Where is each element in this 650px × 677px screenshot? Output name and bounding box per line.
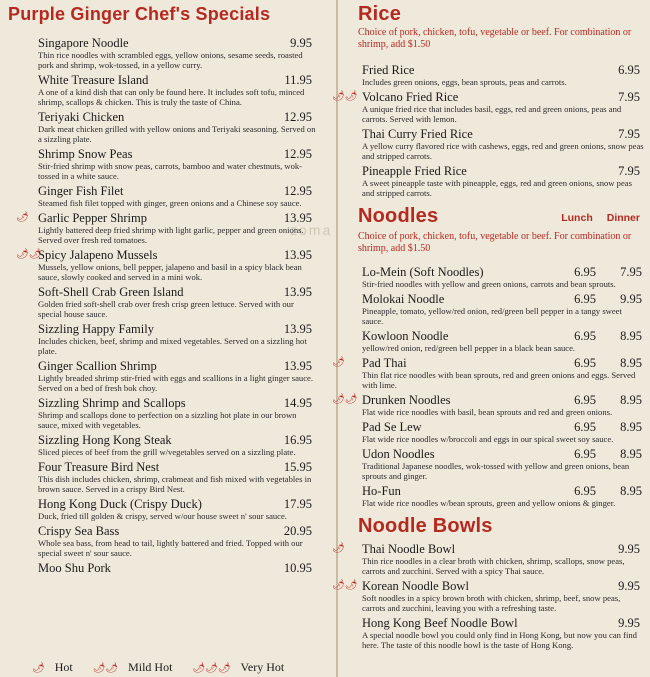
- item-price: 12.95: [283, 184, 312, 198]
- item-price: 6.95: [618, 63, 640, 77]
- lunch-price: 6.95: [574, 356, 596, 370]
- item-description: Sliced pieces of beef from the grill w/vegetables served on a sizzling plate.: [38, 447, 296, 457]
- menu-item: [358, 420, 644, 444]
- menu-item: [358, 265, 644, 289]
- item-price: 9.95: [618, 542, 640, 556]
- noodle-bowls-title: Noodle Bowls: [358, 515, 493, 537]
- lunch-price: 6.95: [574, 265, 596, 279]
- item-price: 12.95: [283, 110, 312, 124]
- menu-item: [6, 524, 316, 558]
- menu-item: [332, 579, 644, 613]
- chili-icon: 🌶🌶: [332, 394, 358, 405]
- lunch-dinner-header: [547, 212, 640, 224]
- item-description: This dish includes chicken, shrimp, crabmeat and fish mixed with vegetables in brown sauce. Served in a crispy Bird Nest.: [38, 474, 312, 494]
- item-description: Includes chicken, beef, shrimp and mixed vegetables. Served on a sizzling hot plate.: [38, 336, 307, 356]
- lunch-price: 6.95: [574, 329, 596, 343]
- menu-item: [6, 147, 316, 181]
- menu-item: [332, 542, 644, 576]
- item-description: Flat wide rice noodles w/bean sprouts, green and yellow onions & ginger.: [362, 498, 616, 508]
- menu-item: [6, 184, 316, 208]
- spice-legend: [32, 660, 304, 675]
- item-name: Volcano Fried Rice: [362, 90, 459, 104]
- item-price: 10.95: [283, 561, 312, 575]
- noodles-note: Choice of pork, chicken, tofu, vegetable or beef. For combination or shrimp, add $1.50: [358, 231, 632, 254]
- item-name: Ginger Scallion Shrimp: [38, 359, 157, 373]
- lunch-price: 6.95: [574, 393, 596, 407]
- noodles-header: [358, 204, 644, 230]
- menu-item: [358, 329, 644, 353]
- item-description: Thin rice noodles in a clear broth with chicken, shrimp, scallops, snow peas, carrots and zucchini. Served with a spicy Thai sauce.: [362, 556, 625, 576]
- menu-item: [358, 292, 644, 326]
- lunch-price: 6.95: [574, 484, 596, 498]
- item-price: 9.95: [290, 36, 312, 50]
- item-name: Thai Curry Fried Rice: [362, 127, 473, 141]
- dinner-price: 8.95: [620, 484, 642, 498]
- item-description: Pineapple, tomato, yellow/red onion, red/green bell pepper in a tangy sweet sauce.: [362, 306, 622, 326]
- item-name: Sizzling Hong Kong Steak: [38, 433, 172, 447]
- chili-icon: 🌶🌶: [92, 663, 119, 674]
- menu-item: [358, 164, 644, 198]
- menu-item: [6, 359, 316, 393]
- item-price: 20.95: [283, 524, 312, 538]
- item-description: Duck, fried till golden & crispy, served w/our house sweet n' sour sauce.: [38, 511, 287, 521]
- item-description: A yellow curry flavored rice with cashews, eggs, red and green onions, snow peas and stripped carrots.: [362, 141, 644, 161]
- menu-item: [6, 285, 316, 319]
- item-name: Hong Kong Duck (Crispy Duck): [38, 497, 202, 511]
- menu-item: [332, 90, 644, 124]
- item-description: Shrimp and scallops done to perfection on a sizzling hot plate in our brown sauce, mixed with vegetables.: [38, 410, 297, 430]
- item-name: Four Treasure Bird Nest: [38, 460, 160, 474]
- menu-item: [332, 356, 644, 390]
- right-column: [332, 2, 644, 653]
- item-name: Ginger Fish Filet: [38, 184, 124, 198]
- item-description: A sweet pineapple taste with pineapple, eggs, red and green onions, snow peas and stripped carrots.: [362, 178, 632, 198]
- item-name: Molokai Noodle: [362, 292, 445, 306]
- item-name: Sizzling Happy Family: [38, 322, 154, 336]
- item-price: 17.95: [283, 497, 312, 511]
- item-description: Lightly battered deep fried shrimp with light garlic, pepper and green onions. Served over fresh red tomatoes.: [38, 225, 304, 245]
- item-name: Thai Noodle Bowl: [362, 542, 456, 556]
- menu-item: [6, 110, 316, 144]
- item-description: Flat wide rice noodles w/broccoli and eggs in our spical sweet soy sauce.: [362, 434, 614, 444]
- item-description: Soft noodles in a spicy brown broth with chicken, shrimp, beef, snow peas, carrots and zucchini, leaving you with a refreshing taste.: [362, 593, 621, 613]
- item-description: A special noodle bowl you could only find in Hong Kong, but now you can find here. The taste of this noodle bowl is the taste of Hong Kong.: [362, 630, 637, 650]
- menu-item: [6, 561, 316, 575]
- rice-note: Choice of pork, chicken, tofu, vegetable or beef. For combination or shrimp, add $1.50: [358, 27, 632, 50]
- rice-list: [332, 63, 644, 198]
- item-description: Stir-fried noodles with yellow and green onions, carrots and bean sprouts.: [362, 279, 616, 289]
- item-description: Golden fried soft-shell crab over fresh crisp green lettuce. Served with our special house sauce.: [38, 299, 294, 319]
- menu-item: [6, 211, 316, 245]
- item-description: A one of a kind dish that can only be found here. It includes soft tofu, minced shrimp, scallops & chicken. This is truly the taste of China.: [38, 87, 305, 107]
- legend-label: Hot: [54, 660, 73, 674]
- item-name: Kowloon Noodle: [362, 329, 449, 343]
- item-price: 9.95: [618, 616, 640, 630]
- lunch-price: 6.95: [574, 447, 596, 461]
- item-description: Steamed fish filet topped with ginger, green onions and a Chinese soy sauce.: [38, 198, 302, 208]
- item-price: 13.95: [283, 248, 312, 262]
- chef-specials-section: [6, 2, 316, 578]
- item-name: Shrimp Snow Peas: [38, 147, 133, 161]
- lunch-price: 6.95: [574, 292, 596, 306]
- dinner-price: 8.95: [620, 329, 642, 343]
- menu-item: [358, 616, 644, 650]
- item-description: yellow/red onion, red/green bell pepper in a black bean sauce.: [362, 343, 576, 353]
- item-name: Korean Noodle Bowl: [362, 579, 469, 593]
- item-name: Teriyaki Chicken: [38, 110, 125, 124]
- menu-item: [6, 433, 316, 457]
- item-price: 14.95: [283, 396, 312, 410]
- chili-icon: 🌶: [32, 663, 45, 674]
- item-description: A unique fried rice that includes basil, eggs, red and green onions, peas and carrots. Served with lemon.: [362, 104, 622, 124]
- item-description: Traditional Japanese noodles, wok-tossed with yellow and green onions, bean sprouts and ginger.: [362, 461, 630, 481]
- rice-section: [332, 2, 644, 198]
- noodle-bowls-section: [332, 514, 644, 650]
- item-description: Lightly breaded shrimp stir-fried with eggs and scallions in a light ginger sauce. Served on a bed of fresh bok choy.: [38, 373, 313, 393]
- item-price: 11.95: [284, 73, 312, 87]
- item-price: 7.95: [618, 164, 640, 178]
- item-name: Singapore Noodle: [38, 36, 129, 50]
- rice-title: Rice: [358, 3, 402, 25]
- item-name: Drunken Noodles: [362, 393, 451, 407]
- menu-item: [6, 73, 316, 107]
- item-description: Stir-fried shrimp with snow peas, carrots, bamboo and water chestnuts, wok-tossed in a white sauce.: [38, 161, 303, 181]
- noodles-title: Noodles: [358, 205, 439, 227]
- menu-item: [6, 36, 316, 70]
- chili-icon: 🌶: [16, 212, 29, 223]
- item-name: Ho-Fun: [362, 484, 401, 498]
- dinner-price: 8.95: [620, 447, 642, 461]
- item-name: Spicy Jalapeno Mussels: [38, 248, 158, 262]
- item-price: 7.95: [618, 127, 640, 141]
- item-name: Fried Rice: [362, 63, 415, 77]
- legend-entry: [192, 660, 294, 674]
- item-price: 15.95: [283, 460, 312, 474]
- item-description: Includes green onions, eggs, bean sprouts, peas and carrots.: [362, 77, 567, 87]
- chef-specials-title: Purple Ginger Chef's Specials: [8, 4, 271, 24]
- noodle-bowls-list: [332, 542, 644, 650]
- menu-item: [358, 484, 644, 508]
- legend-label: Mild Hot: [128, 660, 173, 674]
- menu-item: [332, 393, 644, 417]
- menu-item: [6, 460, 316, 494]
- legend-entry: [32, 660, 83, 674]
- item-name: Udon Noodles: [362, 447, 435, 461]
- chili-icon: 🌶🌶🌶: [192, 663, 231, 674]
- menu-item: [358, 127, 644, 161]
- item-name: Garlic Pepper Shrimp: [38, 211, 148, 225]
- item-name: Hong Kong Beef Noodle Bowl: [362, 616, 518, 630]
- dinner-price: 8.95: [620, 393, 642, 407]
- dinner-price: 8.95: [620, 356, 642, 370]
- item-price: 13.95: [283, 211, 312, 225]
- dinner-price: 8.95: [620, 420, 642, 434]
- item-name: Pineapple Fried Rice: [362, 164, 467, 178]
- dinner-price: 9.95: [620, 292, 642, 306]
- noodles-section: [332, 204, 644, 508]
- chili-icon: 🌶🌶: [332, 580, 358, 591]
- item-price: 12.95: [283, 147, 312, 161]
- item-name: Sizzling Shrimp and Scallops: [38, 396, 186, 410]
- lunch-label: Lunch: [561, 212, 593, 224]
- chili-icon: 🌶: [332, 543, 345, 554]
- item-description: Thin flat rice noodles with bean sprouts, red and green onions and eggs. Served with lime.: [362, 370, 636, 390]
- chili-icon: 🌶🌶: [16, 249, 42, 260]
- item-price: 13.95: [283, 359, 312, 373]
- item-description: Thin rice noodles with scrambled eggs, yellow onions, sesame seeds, roasted pork and shrimp, wok-tossed, in a yellow curry.: [38, 50, 303, 70]
- menu-item: [6, 497, 316, 521]
- item-name: White Treasure Island: [38, 73, 149, 87]
- watermark: zoma: [290, 222, 333, 238]
- item-description: Flat wide rice noodles with basil, bean sprouts and red and green onions.: [362, 407, 613, 417]
- chef-specials-list: [6, 36, 316, 575]
- item-name: Lo-Mein (Soft Noodles): [362, 265, 484, 279]
- item-name: Moo Shu Pork: [38, 561, 111, 575]
- item-price: 13.95: [283, 322, 312, 336]
- lunch-price: 6.95: [574, 420, 596, 434]
- dinner-label: Dinner: [606, 212, 640, 224]
- chili-icon: 🌶🌶: [332, 91, 358, 102]
- item-name: Pad Thai: [362, 356, 407, 370]
- chili-icon: 🌶: [332, 357, 345, 368]
- item-description: Dark meat chicken grilled with yellow onions and Teriyaki seasoning. Served on a sizzling plate.: [38, 124, 316, 144]
- item-price: 7.95: [618, 90, 640, 104]
- item-description: Whole sea bass, from head to tail, lightly battered and fried. Topped with our special sweet n' sour sauce.: [38, 538, 303, 558]
- menu-item: [6, 322, 316, 356]
- item-description: Mussels, yellow onions, bell pepper, jalapeno and basil in a spicy black bean sauce, slowly cooked and served in a mini wok.: [38, 262, 302, 282]
- menu-item: [6, 248, 316, 282]
- noodles-list: [332, 265, 644, 508]
- dinner-price: 7.95: [620, 265, 642, 279]
- item-price: 16.95: [283, 433, 312, 447]
- legend-label: Very Hot: [240, 660, 285, 674]
- item-name: Pad Se Lew: [362, 420, 422, 434]
- item-price: 13.95: [283, 285, 312, 299]
- menu-item: [358, 63, 644, 87]
- menu-item: [358, 447, 644, 481]
- item-price: 9.95: [618, 579, 640, 593]
- menu-item: [6, 396, 316, 430]
- legend-entry: [93, 660, 183, 674]
- item-name: Soft-Shell Crab Green Island: [38, 285, 184, 299]
- item-name: Crispy Sea Bass: [38, 524, 120, 538]
